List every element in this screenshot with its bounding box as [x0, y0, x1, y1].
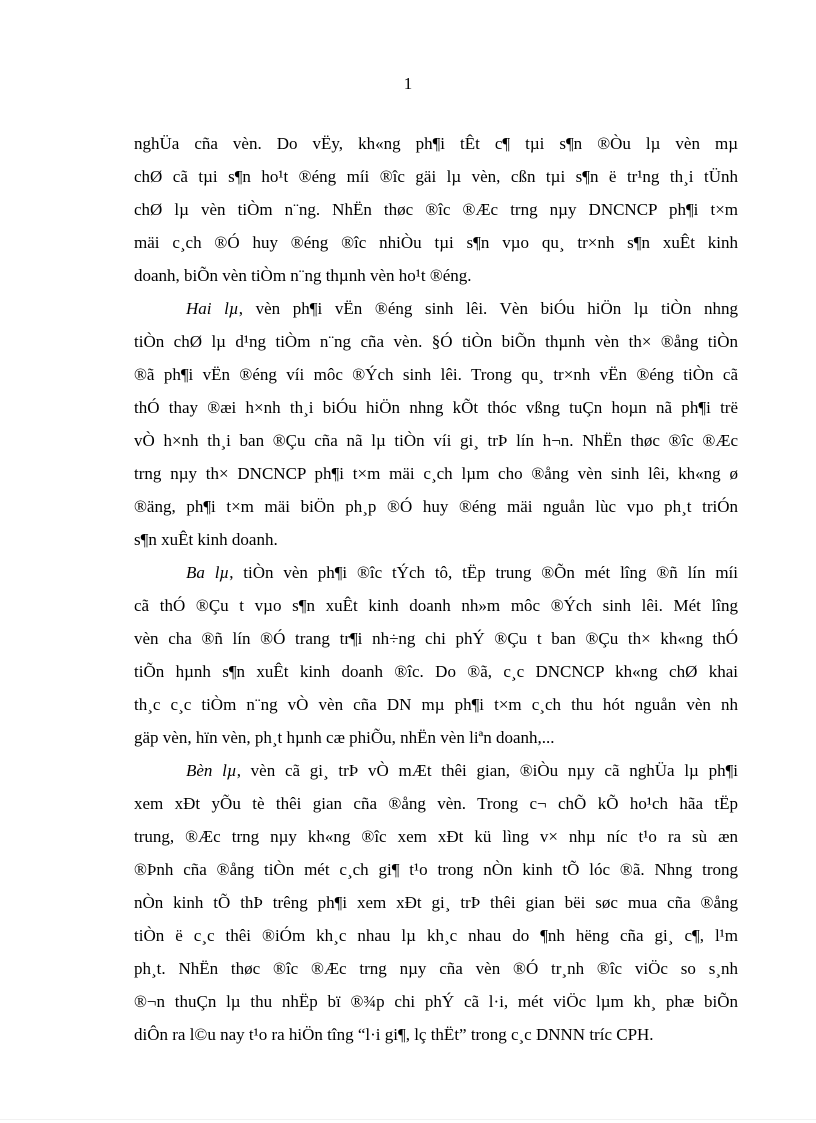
text-line: thÓ thay ®æi h×nh th¸i biÓu hiÖn nhng kÕt thóc vßng tuÇn hoµn nã ph¶i trë — [134, 398, 738, 417]
text-line: ph¸t. NhËn thøc ®îc ®Æc trng nµy cña vèn ®Ó tr¸nh ®îc viÖc so s¸nh — [134, 959, 738, 978]
text-line-rest: , vèn cã gi¸ trÞ vÒ mÆt thêi gian, ®iÒu nµy cã nghÜa lµ ph¶i — [236, 761, 738, 780]
body-text — [134, 127, 738, 1051]
text-line: tiÕn hµnh s¶n xuÊt kinh doanh ®îc. Do ®ã, c¸c DNCNCP kh«ng chØ khai — [134, 662, 738, 681]
paragraph-2 — [134, 292, 738, 556]
paragraph-4 — [134, 754, 738, 1051]
paragraph-1 — [134, 127, 738, 292]
text-line: ®¬n thuÇn lµ thu nhËp bï ®¾p chi phÝ cã l·i, mét viÖc lµm kh¸ phæ biÕn — [134, 992, 738, 1011]
text-line-rest: , vèn ph¶i vËn ®éng sinh lêi. Vèn biÓu hiÖn lµ tiÒn nhng — [238, 299, 738, 318]
text-line: s¶n xuÊt kinh doanh. — [134, 530, 278, 549]
text-line — [134, 754, 738, 787]
text-line: tiÒn ë c¸c thêi ®iÓm kh¸c nhau lµ kh¸c nhau do ¶nh hëng cña gi¸ c¶, l¹m — [134, 926, 738, 945]
text-line: trung, ®Æc trng nµy kh«ng ®îc xem xÐt kü lìng v× nhµ níc t¹o ra sù æn — [134, 827, 738, 846]
text-line: ®äng, ph¶i t×m mäi biÖn ph¸p ®Ó huy ®éng mäi nguån lùc vµo ph¸t triÓn — [134, 497, 738, 516]
paragraph-lead: Hai lµ — [186, 299, 239, 318]
text-line: diÔn ra l©u nay t¹o ra hiÖn tîng “l·i gi¶, lç thËt” trong c¸c DNNN tríc CPH. — [134, 1025, 654, 1044]
text-line: gäp vèn, hïn vèn, ph¸t hµnh cæ phiÕu, nhËn vèn liªn doanh,... — [134, 728, 555, 747]
text-line: ®ã ph¶i vËn ®éng víi môc ®Ých sinh lêi. Trong qu¸ tr×nh vËn ®éng tiÒn cã — [134, 365, 738, 384]
text-line: mäi c¸ch ®Ó huy ®éng ®îc nhiÒu tµi s¶n vµo qu¸ tr×nh s¶n xuÊt kinh — [134, 233, 738, 252]
page-number: 1 — [403, 74, 413, 93]
paragraph-lead: Bèn lµ — [186, 761, 237, 780]
text-line-rest: , tiÒn vèn ph¶i ®îc tÝch tô, tËp trung ®Õn mét lîng ®ñ lín míi — [229, 563, 738, 582]
text-line: ®Þnh cña ®ång tiÒn mét c¸ch gi¶ t¹o trong nÒn kinh tÕ lóc ®ã. Nhng trong — [134, 860, 738, 879]
text-line: cã thÓ ®Çu t vµo s¶n xuÊt kinh doanh nh»m môc ®Ých sinh lêi. Mét lîng — [134, 596, 738, 615]
text-line: nghÜa cña vèn. Do vËy, kh«ng ph¶i tÊt c¶ tµi s¶n ®Òu lµ vèn mµ — [134, 134, 738, 153]
text-line — [134, 292, 738, 325]
text-line — [134, 556, 738, 589]
paragraph-lead: Ba lµ — [186, 563, 230, 582]
text-line: tiÒn chØ lµ d¹ng tiÒm n¨ng cña vèn. §Ó tiÒn biÕn thµnh vèn th× ®ång tiÒn — [134, 332, 738, 351]
text-line: chØ cã tµi s¶n ho¹t ®éng míi ®îc gäi lµ vèn, cßn tµi s¶n ë tr¹ng th¸i tÜnh — [134, 167, 738, 186]
text-line: th¸c c¸c tiÒm n¨ng vÒ vèn cña DN mµ ph¶i t×m c¸ch thu hót nguån vèn nh — [134, 695, 738, 714]
paragraph-3 — [134, 556, 738, 754]
text-line: chØ lµ vèn tiÒm n¨ng. NhËn thøc ®îc ®Æc trng nµy DNCNCP ph¶i t×m — [134, 200, 738, 219]
text-line: trng nµy th× DNCNCP ph¶i t×m mäi c¸ch lµm cho ®ång vèn sinh lêi, kh«ng ø — [134, 464, 738, 483]
text-line: vèn cha ®ñ lín ®Ó trang tr¶i nh÷ng chi phÝ ®Çu t ban ®Çu th× kh«ng thÓ — [134, 629, 738, 648]
page-bottom-edge — [0, 1119, 816, 1120]
text-line: vÒ h×nh th¸i ban ®Çu cña nã lµ tiÒn víi gi¸ trÞ lín h¬n. NhËn thøc ®îc ®Æc — [134, 431, 738, 450]
text-line: xem xÐt yÕu tè thêi gian cña ®ång vèn. Trong c¬ chÕ kÕ ho¹ch hãa tËp — [134, 794, 738, 813]
text-line: nÒn kinh tÕ thÞ trêng ph¶i xem xÐt gi¸ trÞ thêi gian bëi søc mua cña ®ång — [134, 893, 738, 912]
text-line: doanh, biÕn vèn tiÒm n¨ng thµnh vèn ho¹t ®éng. — [134, 266, 472, 285]
